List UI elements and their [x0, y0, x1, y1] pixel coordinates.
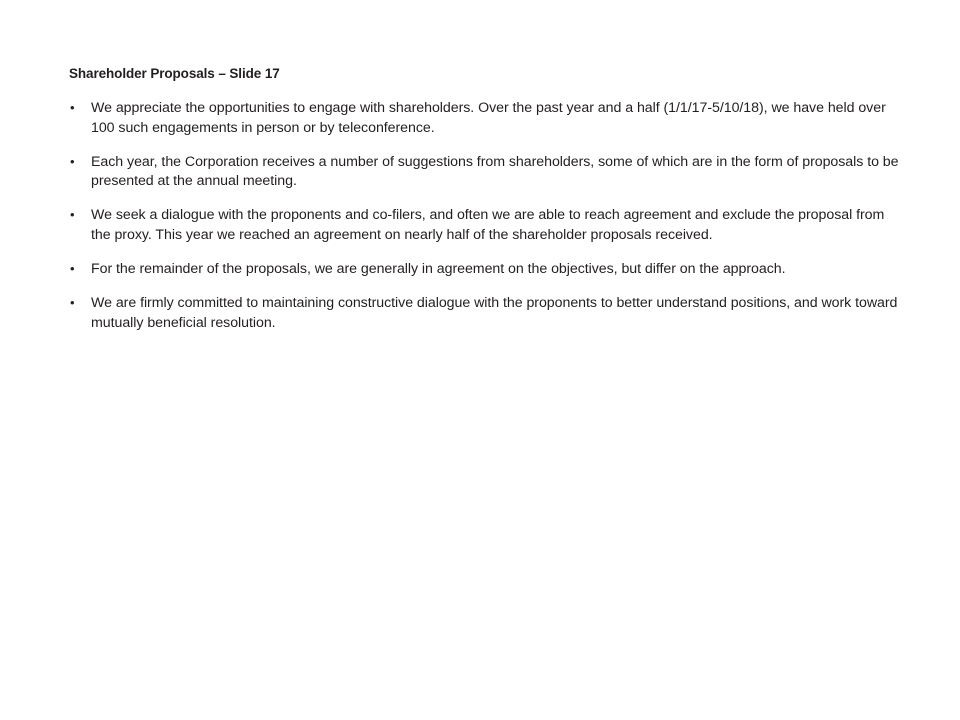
list-item: [69, 260, 899, 280]
bullet-marker-icon: •: [70, 261, 75, 277]
list-item-text: We appreciate the opportunities to engage with shareholders. Over the past year and a half (1/1/17-5/10/18), we have held over 100 such engagements in person or by teleconference.: [91, 100, 886, 136]
list-item-text: Each year, the Corporation receives a number of suggestions from shareholders, some of which are in the form of proposals to be presented at the annual meeting.: [91, 153, 899, 190]
bullet-marker-icon: •: [70, 207, 75, 223]
page-title: Shareholder Proposals – Slide 17: [69, 66, 280, 81]
bullet-marker-icon: •: [70, 295, 75, 311]
list-item: [69, 99, 899, 138]
list-item-text: For the remainder of the proposals, we are generally in agreement on the objectives, but differ on the approach.: [91, 261, 786, 278]
list-item: [69, 294, 899, 333]
list-item: [69, 153, 899, 192]
list-item: [69, 206, 899, 245]
bullet-list: [69, 99, 899, 348]
bullet-marker-icon: •: [70, 100, 75, 115]
list-item-text: We seek a dialogue with the proponents and co-filers, and often we are able to reach agreement and exclude the proposal from the proxy. This year we reached an agreement on nearly half of the shareholder proposals received.: [91, 207, 885, 243]
list-item-text: We are firmly committed to maintaining constructive dialogue with the proponents to better understand positions, and work toward mutually beneficial resolution.: [91, 295, 898, 331]
bullet-marker-icon: •: [70, 153, 75, 169]
